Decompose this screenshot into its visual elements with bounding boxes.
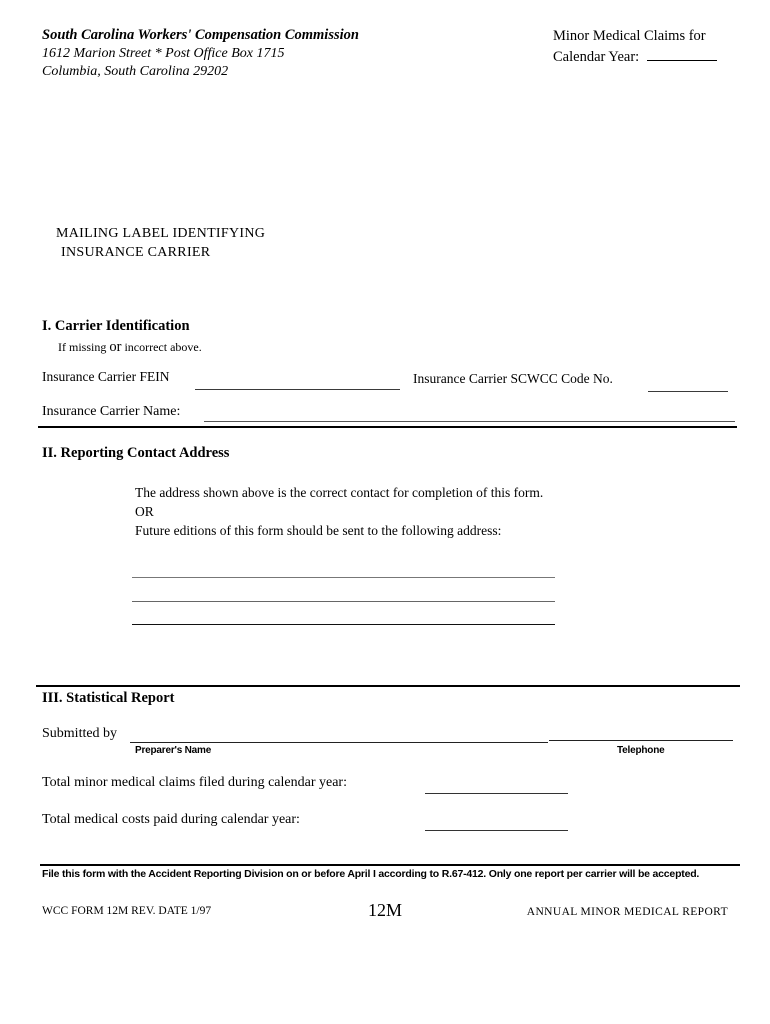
agency-header: [42, 26, 359, 82]
costs-paid-field[interactable]: [425, 830, 568, 831]
agency-address-line1: 1612 Marion Street * Post Office Box 1715: [42, 45, 285, 61]
section3-divider: [36, 685, 740, 687]
telephone-caption: Telephone: [617, 745, 665, 756]
section3-heading: III. Statistical Report: [42, 690, 175, 706]
new-address-field-3[interactable]: [132, 624, 555, 625]
option-or: OR: [135, 504, 154, 519]
scwcc-code-field[interactable]: [648, 391, 728, 392]
fein-field[interactable]: [195, 389, 400, 390]
submitted-by-label: Submitted by: [42, 726, 118, 741]
form-code-12m: 12M: [367, 900, 402, 920]
mailing-label-line1: MAILING LABEL IDENTIFYING: [56, 226, 266, 241]
claims-for-label: Minor Medical Claims for: [553, 28, 706, 44]
claims-filed-label: Total minor medical claims filed during calendar year:: [42, 775, 347, 790]
costs-paid-label: Total medical costs paid during calendar year:: [42, 812, 300, 827]
section1-subtext-before: If missing: [58, 340, 110, 354]
section1-subtext-or: or: [109, 339, 122, 355]
fein-label: Insurance Carrier FEIN: [42, 369, 170, 384]
preparer-name-caption: Preparer's Name: [135, 745, 212, 756]
carrier-name-field[interactable]: [204, 421, 735, 422]
new-address-field-1[interactable]: [132, 577, 555, 578]
calendar-year-field[interactable]: [647, 46, 717, 61]
option-future-editions: Future editions of this form should be sent to the following address:: [135, 523, 502, 538]
section1-subtext: [58, 339, 202, 356]
carrier-name-label: Insurance Carrier Name:: [42, 404, 181, 419]
section2-options: [135, 483, 543, 540]
calendar-year-row: [553, 46, 717, 67]
section2-heading: II. Reporting Contact Address: [42, 445, 230, 461]
agency-address-line2: Columbia, South Carolina 29202: [42, 64, 229, 79]
section1-subtext-after: incorrect above.: [121, 340, 202, 354]
new-address-field-2[interactable]: [132, 601, 555, 602]
scwcc-code-label: Insurance Carrier SCWCC Code No.: [413, 371, 613, 386]
section1-heading: I. Carrier Identification: [42, 318, 190, 334]
footer-rule: [40, 864, 740, 866]
form-number: WCC FORM 12M REV. DATE 1/97: [42, 905, 212, 917]
agency-name: South Carolina Workers' Compensation Commission: [42, 27, 359, 43]
section1-divider: [38, 426, 737, 428]
preparer-name-field[interactable]: [130, 742, 548, 743]
telephone-field[interactable]: [549, 740, 733, 741]
claims-filed-field[interactable]: [425, 793, 568, 794]
calendar-year-label: Calendar Year:: [553, 49, 640, 65]
mailing-label-line2: INSURANCE CARRIER: [61, 245, 211, 260]
mailing-label-block: [56, 224, 265, 262]
option-address-correct: The address shown above is the correct contact for completion of this form.: [135, 485, 544, 500]
report-title: ANNUAL MINOR MEDICAL REPORT: [526, 906, 728, 918]
claims-year-block: [553, 26, 717, 67]
filing-instruction: File this form with the Accident Reporting Division on or before April I according to R.67-412. Only one report per carrier will be accepted.: [42, 868, 700, 880]
